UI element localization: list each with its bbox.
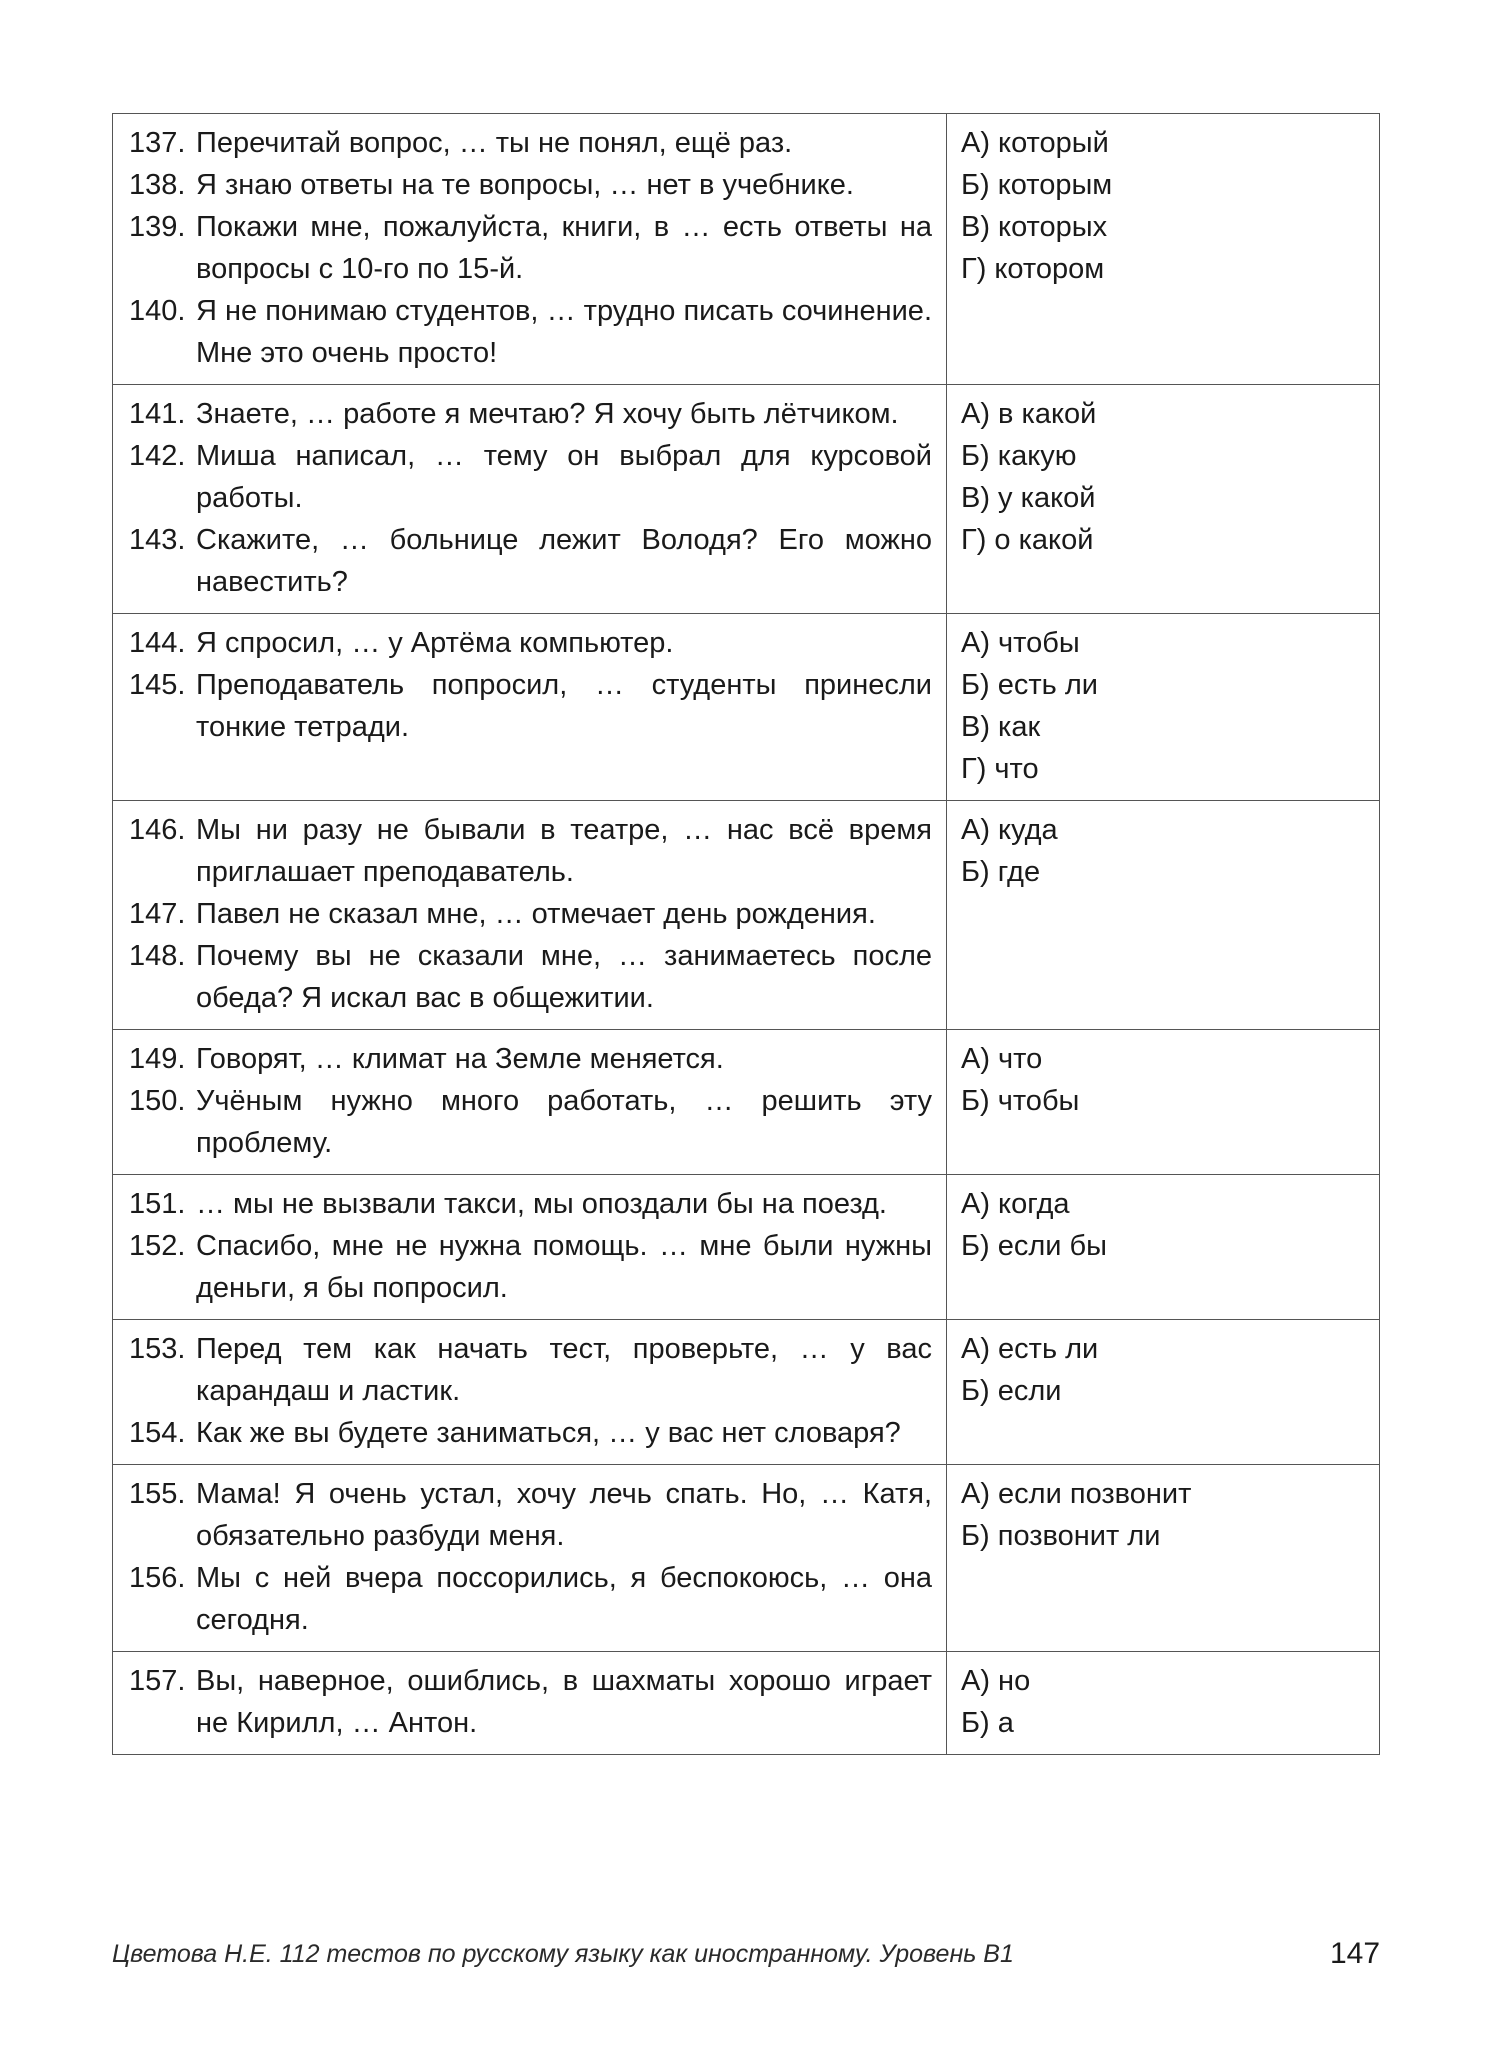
answer-option: Б) где — [961, 856, 1041, 888]
question-number: 137. — [129, 127, 186, 159]
question-text: Скажите, … больнице лежит Володя? Его можно навестить? — [196, 524, 932, 598]
options-cell — [947, 1175, 1380, 1320]
question-number: 154. — [129, 1417, 186, 1449]
question-number: 149. — [129, 1043, 186, 1075]
question-number: 143. — [129, 524, 186, 556]
question-text: … мы не вызвали такси, мы опоздали бы на поезд. — [196, 1188, 887, 1220]
question-item — [129, 1225, 932, 1309]
answer-option: В) у какой — [961, 482, 1096, 514]
question-group-row — [113, 385, 1380, 614]
question-text: Почему вы не сказали мне, … занимаетесь после обеда? Я искал вас в общежитии. — [196, 940, 932, 1014]
answer-option: А) есть ли — [961, 1333, 1099, 1365]
answer-option: Б) есть ли — [961, 669, 1098, 701]
question-item — [129, 1038, 932, 1080]
exercise-table — [112, 113, 1380, 1755]
question-item — [129, 1183, 932, 1225]
question-number: 144. — [129, 627, 186, 659]
question-item — [129, 519, 932, 603]
question-number: 148. — [129, 940, 186, 972]
question-group-row — [113, 1175, 1380, 1320]
question-item — [129, 435, 932, 519]
answer-option: Г) котором — [961, 253, 1105, 285]
question-group-row — [113, 1030, 1380, 1175]
question-group-row — [113, 1652, 1380, 1755]
question-item — [129, 393, 932, 435]
question-number: 146. — [129, 814, 186, 846]
answer-option: Б) если — [961, 1375, 1062, 1407]
question-number: 151. — [129, 1188, 186, 1220]
questions-cell — [113, 614, 947, 801]
question-item — [129, 664, 932, 748]
questions-cell — [113, 385, 947, 614]
answer-option: В) как — [961, 711, 1041, 743]
question-item — [129, 206, 932, 290]
question-group-row — [113, 114, 1380, 385]
question-number: 142. — [129, 440, 186, 472]
questions-cell — [113, 1030, 947, 1175]
options-cell — [947, 114, 1380, 385]
answer-option: А) но — [961, 1665, 1031, 1697]
question-text: Говорят, … климат на Земле меняется. — [196, 1043, 724, 1075]
answer-option: Г) что — [961, 753, 1039, 785]
question-group-row — [113, 801, 1380, 1030]
question-text: Преподаватель попросил, … студенты принесли тонкие тетради. — [196, 669, 932, 743]
questions-cell — [113, 1175, 947, 1320]
question-item — [129, 164, 932, 206]
question-text: Миша написал, … тему он выбрал для курсовой работы. — [196, 440, 932, 514]
question-item — [129, 1660, 932, 1744]
answer-option: Б) а — [961, 1707, 1014, 1739]
question-text: Учёным нужно много работать, … решить эту проблему. — [196, 1085, 932, 1159]
answer-option: Б) позвонит ли — [961, 1520, 1161, 1552]
question-item — [129, 935, 932, 1019]
answer-option: А) в какой — [961, 398, 1097, 430]
question-number: 155. — [129, 1478, 186, 1510]
question-text: Как же вы будете заниматься, … у вас нет словаря? — [196, 1417, 901, 1449]
answer-option: А) что — [961, 1043, 1043, 1075]
question-number: 147. — [129, 898, 186, 930]
options-cell — [947, 1320, 1380, 1465]
answer-option: А) когда — [961, 1188, 1070, 1220]
question-item — [129, 1328, 932, 1412]
questions-cell — [113, 1465, 947, 1652]
question-text: Павел не сказал мне, … отмечает день рождения. — [196, 898, 876, 930]
answer-option: А) чтобы — [961, 627, 1080, 659]
options-cell — [947, 801, 1380, 1030]
question-number: 153. — [129, 1333, 186, 1365]
question-text: Знаете, … работе я мечтаю? Я хочу быть лётчиком. — [196, 398, 899, 430]
question-text: Перечитай вопрос, … ты не понял, ещё раз. — [196, 127, 793, 159]
options-cell — [947, 1030, 1380, 1175]
answer-option: Б) чтобы — [961, 1085, 1080, 1117]
footer-source: Цветова Н.Е. 112 тестов по русскому языку как иностранному. Уровень В1 — [112, 1940, 1014, 1968]
question-number: 141. — [129, 398, 186, 430]
question-item — [129, 622, 932, 664]
question-item — [129, 1080, 932, 1164]
answer-option: А) который — [961, 127, 1109, 159]
answer-option: Б) которым — [961, 169, 1113, 201]
question-text: Я спросил, … у Артёма компьютер. — [196, 627, 674, 659]
answer-option: Б) если бы — [961, 1230, 1108, 1262]
answer-option: В) которых — [961, 211, 1108, 243]
options-cell — [947, 385, 1380, 614]
questions-cell — [113, 801, 947, 1030]
question-item — [129, 809, 932, 893]
question-text: Мы ни разу не бывали в театре, … нас всё время приглашает преподаватель. — [196, 814, 932, 888]
question-text: Мама! Я очень устал, хочу лечь спать. Но, … Катя, обязательно разбуди меня. — [196, 1478, 932, 1552]
question-item — [129, 893, 932, 935]
question-number: 156. — [129, 1562, 186, 1594]
answer-option: Г) о какой — [961, 524, 1094, 556]
questions-cell — [113, 1320, 947, 1465]
questions-cell — [113, 1652, 947, 1755]
answer-option: Б) какую — [961, 440, 1077, 472]
question-group-row — [113, 614, 1380, 801]
answer-option: А) если позвонит — [961, 1478, 1192, 1510]
page-number: 147 — [1330, 1937, 1381, 1970]
question-number: 138. — [129, 169, 186, 201]
question-item — [129, 1473, 932, 1557]
question-text: Покажи мне, пожалуйста, книги, в … есть ответы на вопросы с 10-го по 15-й. — [196, 211, 932, 285]
question-text: Вы, наверное, ошиблись, в шахматы хорошо играет не Кирилл, … Антон. — [196, 1665, 932, 1739]
question-item — [129, 1557, 932, 1641]
question-item — [129, 122, 932, 164]
question-group-row — [113, 1320, 1380, 1465]
options-cell — [947, 1465, 1380, 1652]
question-number: 140. — [129, 295, 186, 327]
question-item — [129, 290, 932, 374]
options-cell — [947, 614, 1380, 801]
question-group-row — [113, 1465, 1380, 1652]
question-text: Я знаю ответы на те вопросы, … нет в учебнике. — [196, 169, 854, 201]
options-cell — [947, 1652, 1380, 1755]
answer-option: А) куда — [961, 814, 1058, 846]
question-item — [129, 1412, 932, 1454]
questions-cell — [113, 114, 947, 385]
exercise-table-body — [113, 114, 1380, 1755]
question-number: 150. — [129, 1085, 186, 1117]
question-number: 157. — [129, 1665, 186, 1697]
question-text: Мы с ней вчера поссорились, я беспокоюсь, … она сегодня. — [196, 1562, 932, 1636]
question-number: 145. — [129, 669, 186, 701]
question-text: Спасибо, мне не нужна помощь. … мне были нужны деньги, я бы попросил. — [196, 1230, 932, 1304]
question-text: Я не понимаю студентов, … трудно писать сочинение. Мне это очень просто! — [196, 295, 932, 369]
question-number: 152. — [129, 1230, 186, 1262]
question-text: Перед тем как начать тест, проверьте, … у вас карандаш и ластик. — [196, 1333, 932, 1407]
question-number: 139. — [129, 211, 186, 243]
